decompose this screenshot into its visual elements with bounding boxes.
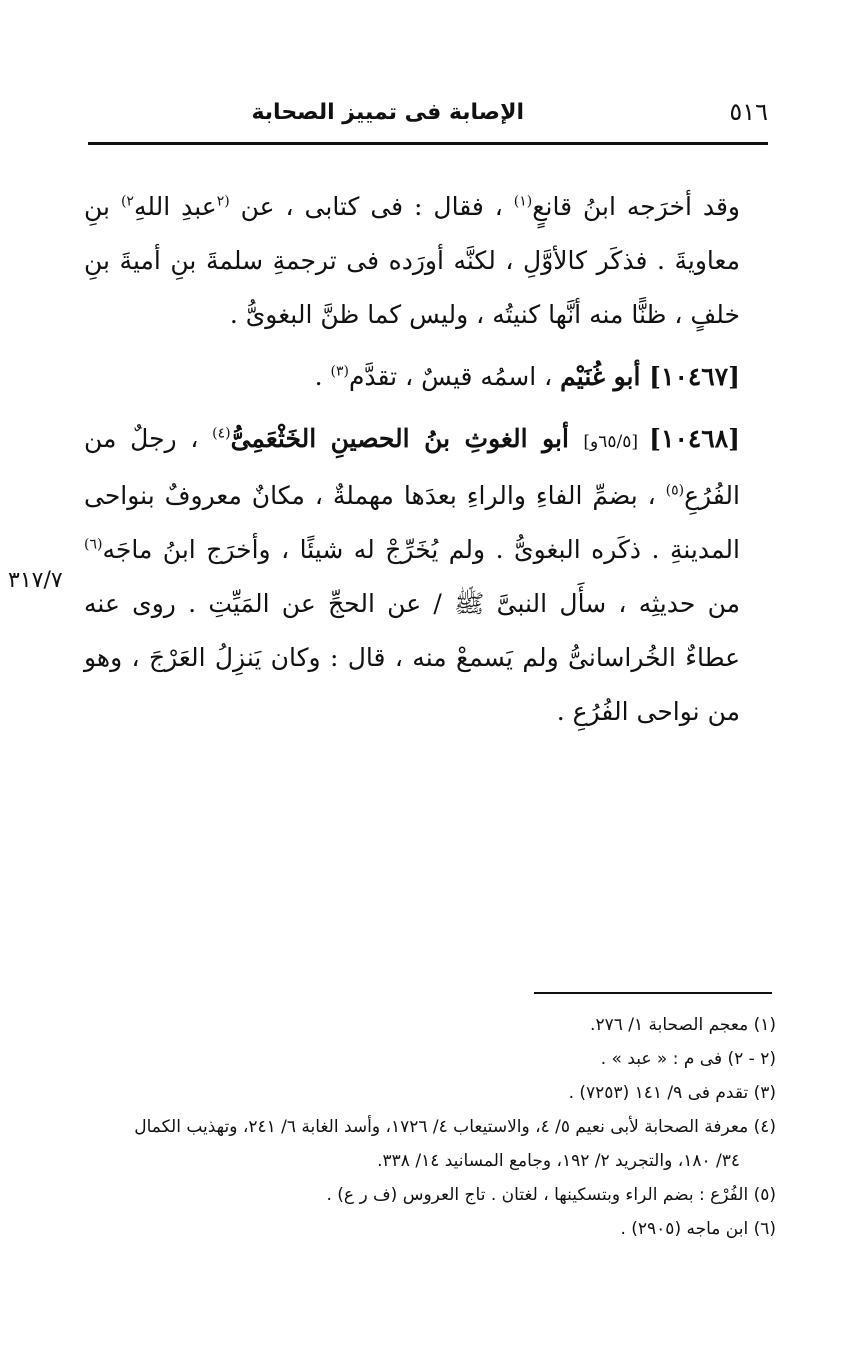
footnote-3: (٣) تقدم فى ٩/ ١٤١ (٧٢٥٣) . <box>568 1083 776 1103</box>
footnote-1: (١) معجم الصحابة ١/ ٢٧٦. <box>590 1015 776 1035</box>
running-header <box>88 96 768 132</box>
text-span: . <box>314 362 331 391</box>
footnote-marker-2-close[interactable]: ٢) <box>120 193 134 210</box>
footnote-marker-6[interactable]: (٦) <box>84 536 103 553</box>
text-span: من حديثِه ، سأَل النبىَّ ﷺ / عن الحجِّ عن المَيِّتِ . روى عنه عطاءٌ الخُراسانىُّ ولم يَسمعْ منه ، قال : وكان يَنزِلُ العَرْجَ ، وهو من نواحى الفُرُعِ . <box>84 589 740 726</box>
footnote-marker-3[interactable]: (٣) <box>330 363 349 380</box>
text-span: ، بضمِّ الفاءِ والراءِ بعدَها مهملةٌ ، مكانٌ معروفٌ بنواحى المدينةِ . ذكَره البغوىُّ . ولم يُخَرِّجْ له شيئًا ، وأخرَج ابنُ ماجَه <box>84 481 740 564</box>
entry-number: [١٠٤٦٨] <box>649 424 740 453</box>
footnote-4: (٤) معرفة الصحابة لأبى نعيم ٥/ ٤، والاستيعاب ٤/ ١٧٢٦، وأسد الغابة ٦/ ٢٤١، وتهذيب الكمال <box>134 1117 776 1137</box>
footnote-marker-4[interactable]: (٤) <box>212 425 231 442</box>
footnote-6: (٦) ابن ماجه (٢٩٠٥) . <box>620 1219 776 1239</box>
text-span: ، فقال : فى كتابى ، عن <box>229 192 514 221</box>
paragraph-1 <box>84 180 774 342</box>
footnote-separator <box>534 992 772 994</box>
footnote-marker-5[interactable]: (٥) <box>665 482 685 499</box>
manuscript-ref: [٦٥/٥و] <box>583 432 650 452</box>
book-title: الإصابة فى تمييز الصحابة <box>251 100 524 125</box>
footnote-2: (٢ - ٢) فى م : « عبد » . <box>600 1049 776 1069</box>
footnote-marker-2-open[interactable]: (٢ <box>216 193 230 210</box>
entry-number: [١٠٤٦٧] <box>649 362 740 391</box>
footnote-5: (٥) الفُرْع : بضم الراء وبتسكينها ، لغتان . تاج العروس (ف ر ع) . <box>326 1185 776 1205</box>
footnote-4-continued: ٣٤/ ١٨٠، والتجريد ٢/ ١٩٢، وجامع المسانيد ١٤/ ٣٣٨. <box>377 1151 740 1171</box>
text-span: وقد أخرَجه ابنُ قانعٍ <box>532 192 740 221</box>
entry-name: أبو الغوثِ بنُ الحصينِ الخَثْعَمِىُّ <box>230 424 584 453</box>
text-span: ، رجلٌ من الفُرُعِ <box>84 424 740 510</box>
header-rule <box>88 142 768 145</box>
entry-name: أبو غُنَيْم <box>560 362 650 391</box>
text-span: بنِ معاويةَ . فذكَر كالأوَّلِ ، لكنَّه أورَده فى ترجمةِ سلمةَ بنِ أميةَ بنِ خلفٍ ، ظنًّا منه أنَّها كنيتُه ، وليس كما ظنَّ البغوىُّ . <box>84 192 740 329</box>
footnotes <box>86 1008 776 1246</box>
entry-10468 <box>84 412 774 739</box>
page-number: ٥١٦ <box>729 98 768 126</box>
margin-volume-page-note: ٣١٧/٧ <box>8 568 63 593</box>
entry-10467 <box>84 350 774 404</box>
main-text <box>84 180 774 739</box>
text-span: ، اسمُه قيسٌ ، تقدَّم <box>348 362 561 391</box>
text-span: عبدِ اللهِ <box>133 192 217 221</box>
footnote-marker-1[interactable]: (١) <box>513 193 533 210</box>
